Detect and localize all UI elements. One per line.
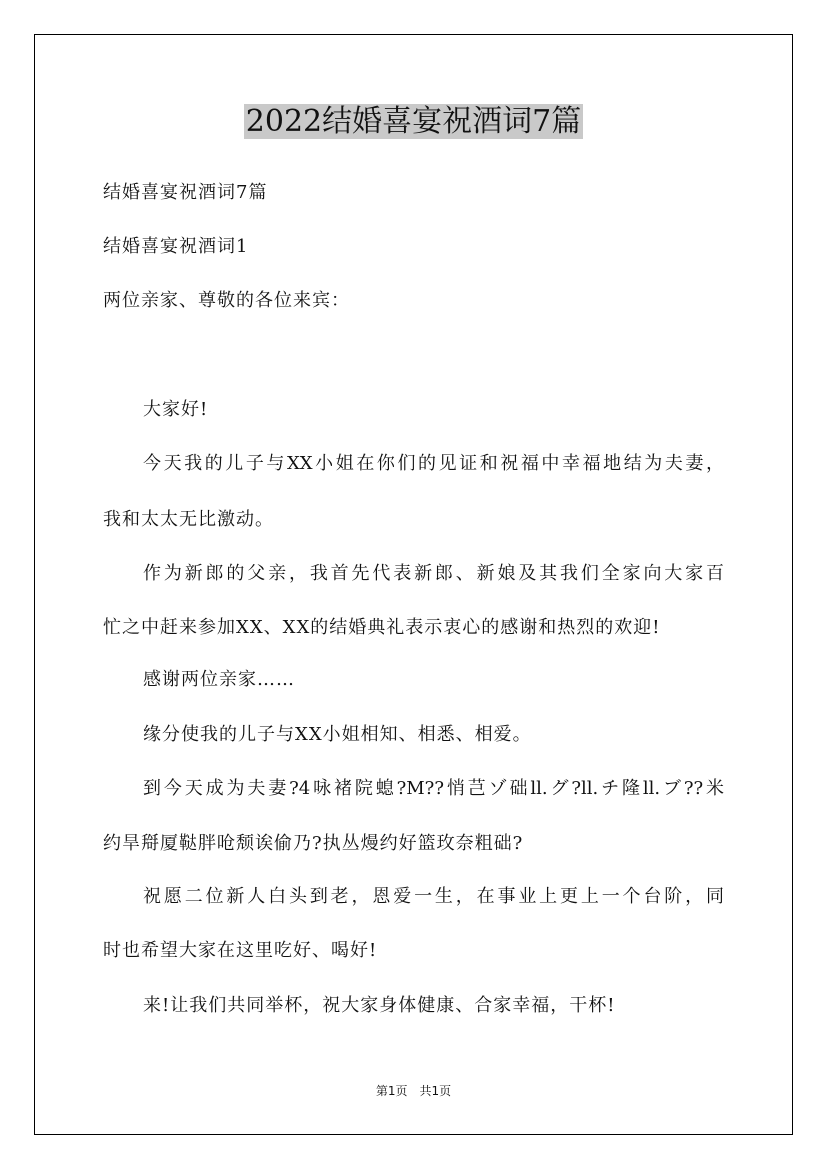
paragraph-line: 来!让我们共同举杯，祝大家身体健康、合家幸福，干杯! <box>143 995 616 1016</box>
paragraph-line: 祝愿二位新人白头到老，恩爱一生，在事业上更上一个台阶，同 <box>143 886 724 907</box>
subtitle-line: 结婚喜宴祝酒词7篇 <box>103 182 268 203</box>
salutation-line: 两位亲家、尊敬的各位来宾： <box>103 290 350 311</box>
document-title: 2022结婚喜宴祝酒词7篇 <box>245 104 582 139</box>
paragraph-line: 约旱搿厦鞑胖呛颓诶偷乃?执丛熳约好篮玫奈粗础? <box>103 833 524 854</box>
paragraph-line: 感谢两位亲家…… <box>143 669 295 690</box>
page-number-footer: 第1页 共1页 <box>375 1084 452 1098</box>
section-heading: 结婚喜宴祝酒词1 <box>103 236 249 257</box>
paragraph-line: 今天我的儿子与XX小姐在你们的见证和祝福中幸福地结为夫妻， <box>143 453 724 474</box>
paragraph-line: 我和太太无比激动。 <box>103 509 274 530</box>
paragraph-line: 大家好! <box>143 399 209 420</box>
paragraph-line: 时也希望大家在这里吃好、喝好! <box>103 940 378 961</box>
paragraph-line: 忙之中赶来参加XX、XX的结婚典礼表示衷心的感谢和热烈的欢迎! <box>103 617 661 638</box>
paragraph-line: 到今天成为夫妻?4咏褚院螅?M??悄芑ゾ础ll.グ?ll.チ隆ll.ブ??米 <box>143 778 724 799</box>
paragraph-line: 缘分使我的儿子与XX小姐相知、相悉、相爱。 <box>143 724 532 745</box>
paragraph-line: 作为新郎的父亲，我首先代表新郎、新娘及其我们全家向大家百 <box>143 563 724 584</box>
